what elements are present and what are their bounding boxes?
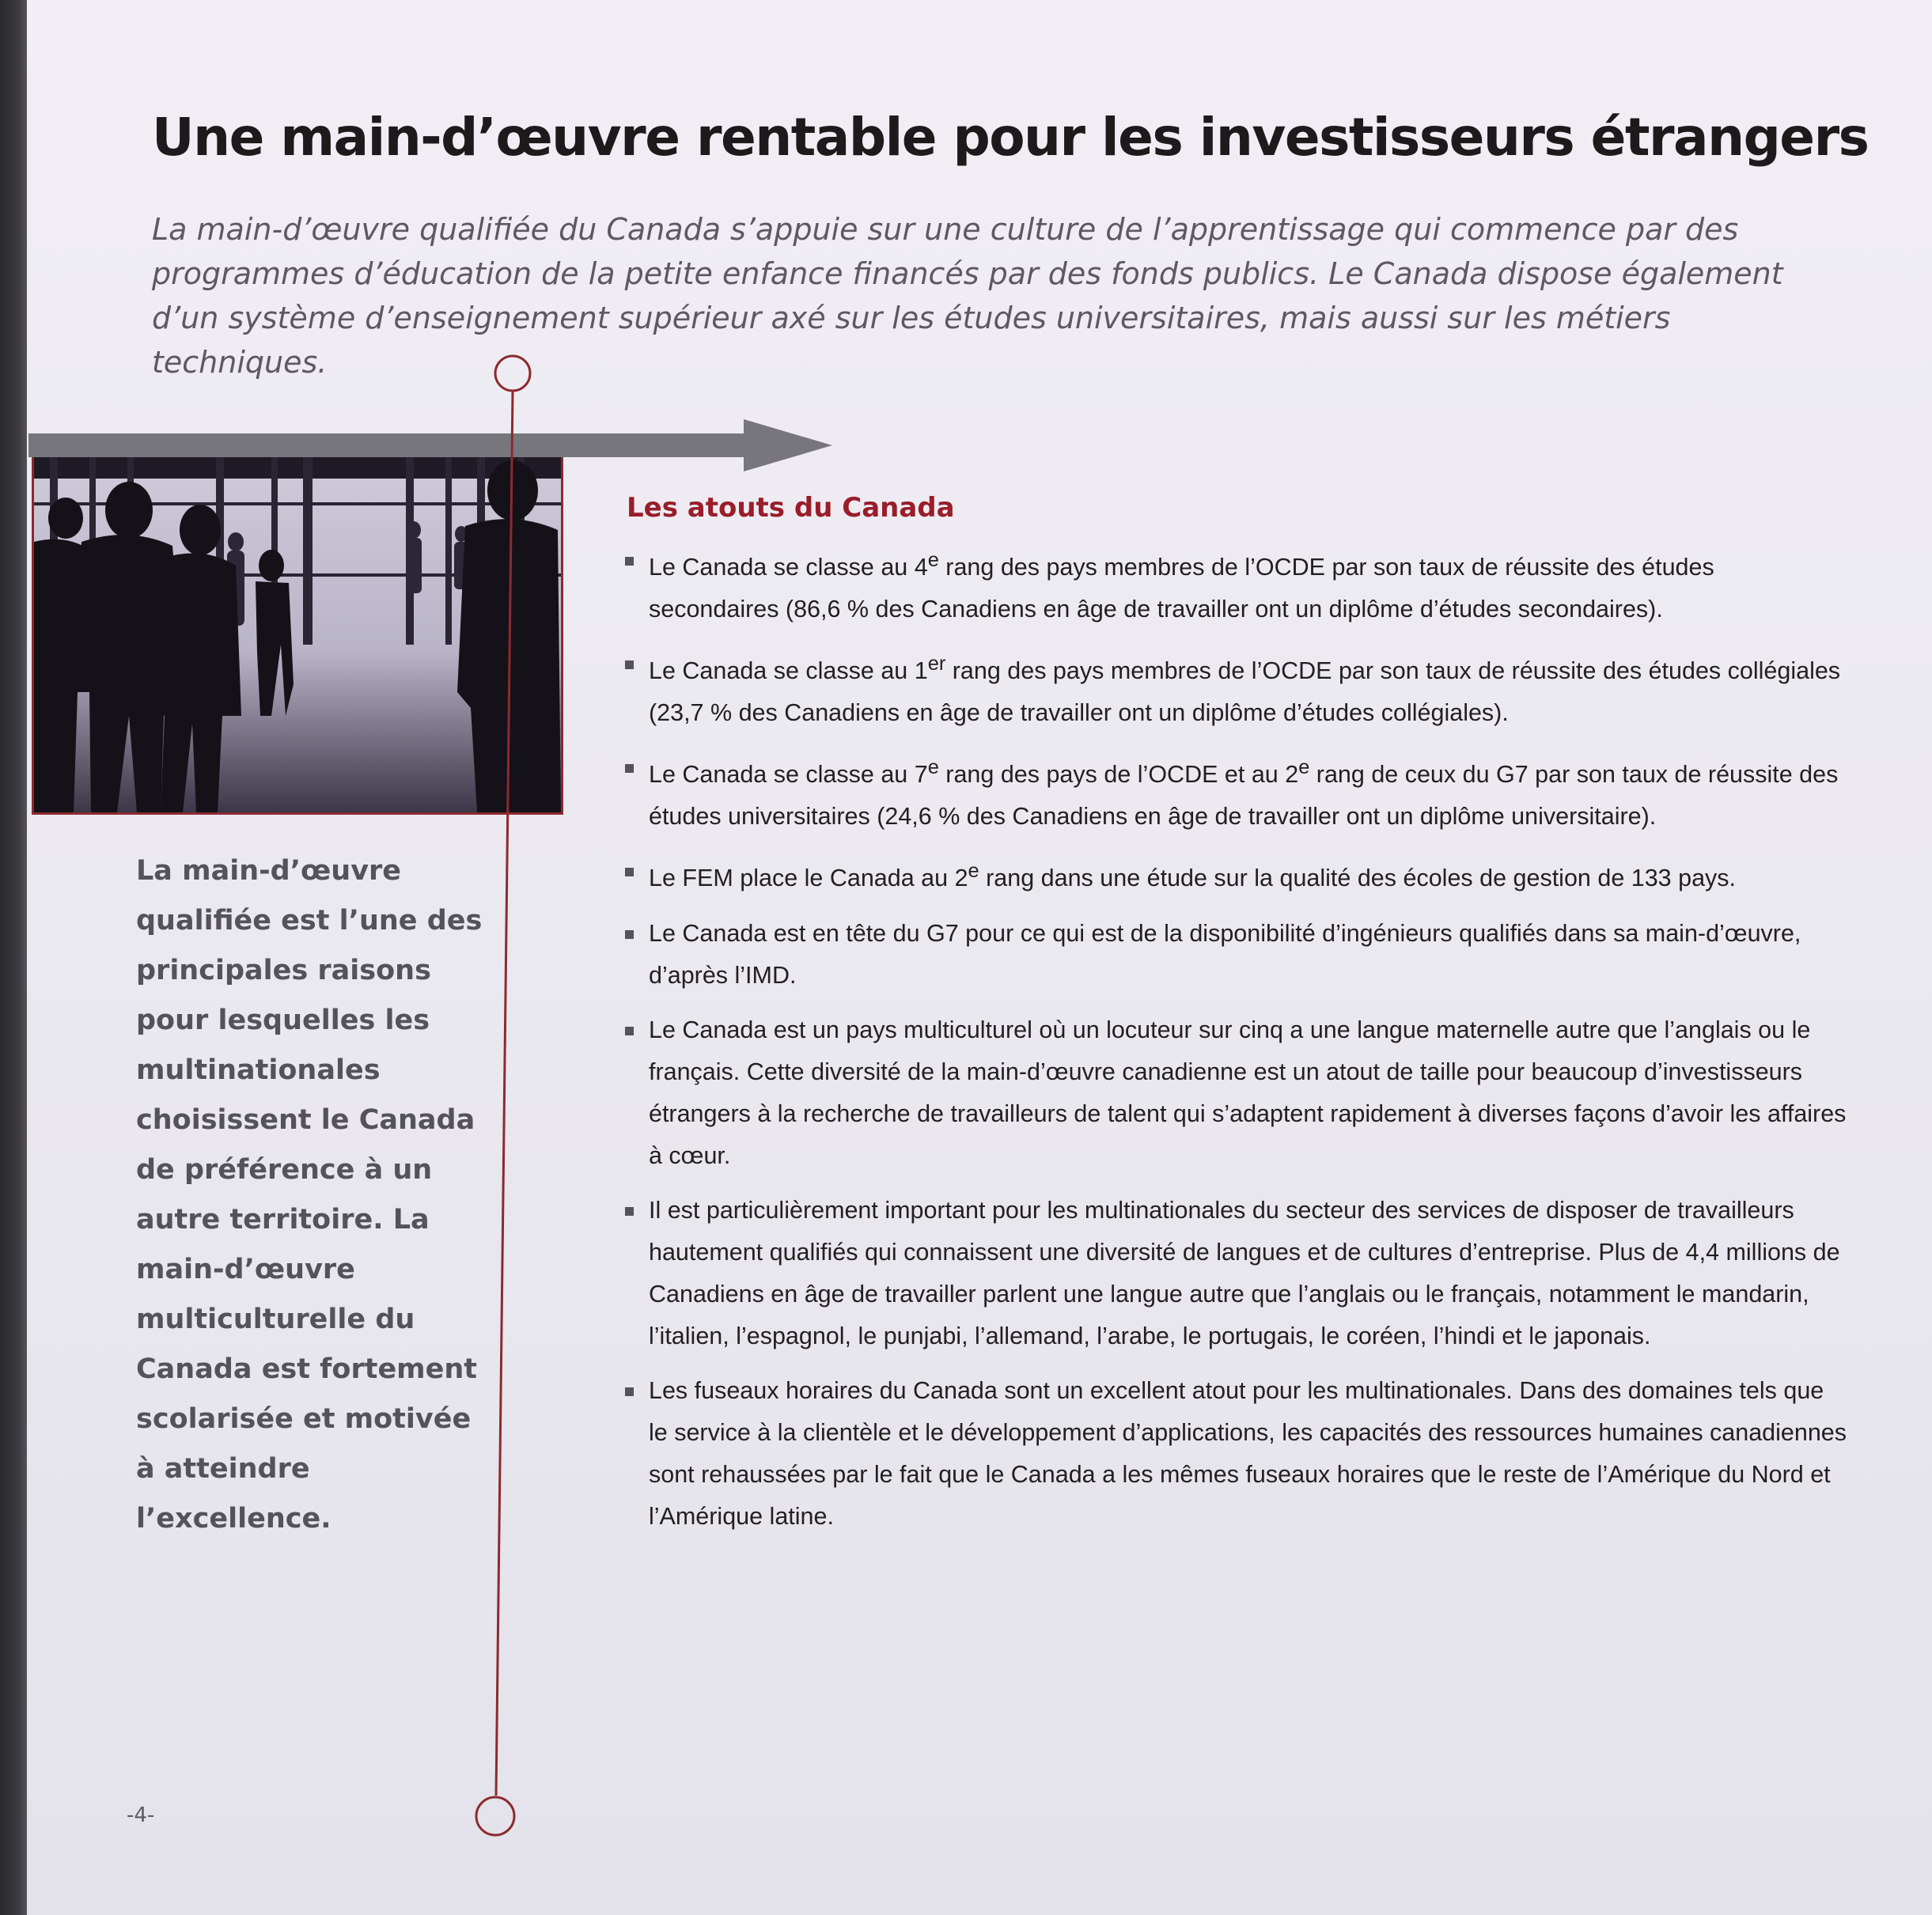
bullet-square-icon [625, 660, 634, 669]
page-number: -4- [127, 1803, 155, 1827]
section-heading: Les atouts du Canada [627, 492, 955, 524]
list-item-text: rang des pays membres de l’OCDE par son taux de réussite des études collégiales (23,7 % des Canadiens en âge de travailler ont un diplôme d’études collégiales). [649, 657, 1841, 727]
list-item [625, 747, 1847, 838]
list-item-text: rang de ceux du G7 par son taux de réussite des études universitaires (24,6 % des Canadiens en âge de travailler ont un diplôme universitaire). [649, 761, 1839, 831]
list-item [625, 1009, 1847, 1177]
list-item-text: Le Canada est un pays multiculturel où un locuteur sur cinq a une langue maternelle autre que l’anglais ou le français. Cette diversité de la main-d’œuvre canadienne est un atout de taille pour beaucoup d’investisseurs étrangers à la recherche de travailleurs de talent qui s’adaptent rapidement à diverses façons d’avoir les affaires à cœur. [649, 1016, 1847, 1169]
bullet-square-icon [625, 868, 634, 876]
list-item [625, 539, 1847, 630]
bullet-square-icon [625, 1207, 634, 1216]
assets-list [625, 539, 1847, 1550]
list-item-text: Le FEM place le Canada au 2 [649, 865, 968, 892]
list-item [625, 1370, 1847, 1538]
bullet-square-icon [625, 930, 634, 939]
pull-quote: La main-d’œuvre qualifiée est l’une des principales raisons pour lesquelles les multinationales choisissent le Canada de préférence à un autre territoire. La main-d’œuvre multiculturelle du Canada est fortement scolarisée et motivée à atteindre l’excellence. [136, 855, 483, 1535]
bullet-square-icon [625, 764, 634, 773]
lobby-photo [32, 452, 563, 815]
list-item-text: Le Canada est en tête du G7 pour ce qui est de la disponibilité d’ingénieurs qualifiés dans sa main-d’œuvre, d’après l’IMD. [649, 919, 1801, 989]
list-item-text: rang des pays de l’OCDE et au 2 [938, 761, 1299, 789]
list-item-text: Le Canada se classe au 7 [649, 761, 928, 789]
list-item-text: Il est particulièrement important pour les multinationales du secteur des services de disposer de travailleurs hautement qualifiés qui connaissent une diversité de langues et de cultures d’entreprise. Plus de 4,4 millions de Canadiens en âge de travailler parlent une langue autre que l’anglais ou le français, notamment le mandarin, l’italien, l’espagnol, le punjabi, l’allemand, l’arabe, le portugais, le coréen, l’hindi et le japonais. [649, 1196, 1840, 1349]
ordinal-superscript: er [927, 653, 946, 676]
bullet-square-icon [625, 1387, 634, 1396]
list-item [625, 850, 1847, 899]
bullet-square-icon [625, 1027, 634, 1035]
list-item [625, 643, 1847, 734]
page-title: Une main-d’œuvre rentable pour les investisseurs étrangers [152, 107, 1869, 168]
bullet-square-icon [625, 557, 634, 566]
ordinal-superscript: e [927, 549, 939, 571]
list-item-text: rang dans une étude sur la qualité des écoles de gestion de 133 pays. [979, 865, 1737, 892]
list-item-text: Le Canada se classe au 4 [649, 554, 928, 581]
list-item-text: Les fuseaux horaires du Canada sont un excellent atout pour les multinationales. Dans des domaines tels que le service à la clientèle et le développement d’applications, les capacités des ressources humaines canadiennes sont rehaussées par le fait que le Canada a les mêmes fuseaux horaires que le reste de l’Amérique du Nord et l’Amérique latine. [649, 1376, 1847, 1530]
ordinal-superscript: e [927, 756, 939, 779]
list-item-text: rang des pays membres de l’OCDE par son taux de réussite des études secondaires (86,6 % des Canadiens en âge de travailler ont un diplôme d’études secondaires). [649, 554, 1714, 623]
list-item [625, 913, 1847, 997]
list-item-text: Le Canada se classe au 1 [649, 657, 928, 685]
people-silhouette-image [34, 455, 561, 812]
ordinal-superscript: e [968, 860, 979, 883]
intro-paragraph: La main-d’œuvre qualifiée du Canada s’appuie sur une culture de l’apprentissage qui commence par des programmes d’éducation de la petite enfance financés par des fonds publics. Le Canada dispose également d’un système d’enseignement supérieur axé sur les études universitaires, mais aussi sur les métiers techniques. [152, 212, 1783, 380]
binding-edge [0, 0, 27, 1915]
ordinal-superscript: e [1298, 756, 1310, 779]
list-item [625, 1190, 1847, 1357]
